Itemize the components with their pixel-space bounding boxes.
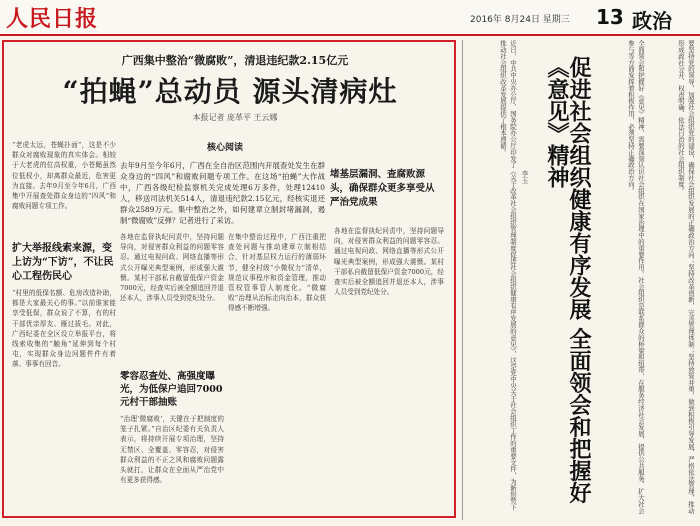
commentary-column-b: 全面领会和把握好《意见》精神，需要深刻认识社会组织在国家治理中的重要作用。社会组织是联系群众的桥梁和纽带，在服务经济社会发展、提供公共服务、扩大社会参与等方面发挥着积极作用，必须坚持正确政治方向。 [627, 40, 645, 514]
article-headline: “拍蝇”总动员 源头清病灶 [62, 75, 398, 108]
page-number: 13 [596, 5, 624, 29]
core-reading-text: 去年9月至今年6月，广西在全自治区范围内开展查处发生在群众身边的“四风”和腐败问题专项工作。在这场“拍蝇”大作战中，广西各级纪检监察机关完成处理6万多件，处理12410人，移送司法机关514人，清退违纪款2.15亿元，经核实退还群众2589万元。集中整治之外，如何建章立制封堵漏洞，遏制“微腐败”反弹？记者进行了采访。 [120, 161, 325, 225]
subheading-2: 零容忍查处、高强度曝光，为低保户追回7000元村干部抽账 [120, 371, 223, 408]
newspaper-logo: 人民日报 [6, 6, 99, 32]
article-column-1: “村里的低保名额、危房改造补助，都是大家最关心的事。”以前谁家能享受低保，群众说了不算，有的村干部优亲厚友、雁过拔毛。对此，广西纪委在全区设立举报平台，将线索收集的“触角”延伸到每个村屯，实现群众身边问题件件有着落、事事有回音。 [12, 289, 116, 369]
commentary-column-a: 近日，中共中央办公厅、国务院办公厅印发了《关于改革社会组织管理制度促进社会组织健康有序发展的意见》，这是党中央关于社会组织工作的重要文件，为新形势下推动社会组织改革发展提供了根本遵循。 [499, 40, 517, 511]
article-kicker: 广西集中整治“微腐败”，清退违纪款2.15亿元 [121, 54, 349, 67]
article-byline: 本报记者 庞革平 王云娜 [192, 113, 278, 122]
commentary-author: 李玉 [521, 170, 529, 184]
section-title: 政治 [632, 9, 672, 33]
commentary-column-c: 要坚持党的领导，加强社会组织党的建设，确保社会组织发展的正确政治方向；坚持改革创新，完善管理体制；坚持放管并重，做到积极引导发展、严格依法管理，推动形成政社分开、权责明确、依法自治的社会组织制度。 [677, 40, 695, 514]
article-column-2: 各地在监督执纪问责中，坚持问题导向，对侵害群众利益的问题零容忍。通过电视问政、网络直播等形式公开曝光典型案例，形成强大震慑。某村干部私自截留低保户资金7000元，经查实后被全额追回并退还本人，涉事人员受到党纪处分。 [120, 233, 224, 303]
sidebar-heading: 堵基层漏洞、查腐败源头，确保群众更多享受从严治党成果 [330, 169, 435, 208]
article-column-2b: “治理‘微腐败’，关键在于把制度的笼子扎紧。”自治区纪委有关负责人表示，将持续开展专项治理，坚持无禁区、全覆盖、零容忍，对侵害群众利益的不正之风和腐败问题露头就打，让群众在全面从严治党中有更多获得感。 [120, 415, 224, 485]
article-column-4: 各地在监督执纪问责中，坚持问题导向，对侵害群众利益的问题零容忍。通过电视问政、网络直播等形式公开曝光典型案例，形成强大震慑。某村干部私自截留低保户资金7000元，经查实后被全额追回并退还本人，涉事人员受到党纪处分。 [334, 227, 444, 297]
column-divider [462, 40, 463, 520]
masthead [0, 0, 700, 36]
subheading-1: 扩大举报线索来源，变上访为“下访”，不让民心工程伤民心 [12, 243, 114, 282]
article-lead: “老虎太远，苍蝇扑面”，这是不少群众对腐败现象的真实体会。相较于大老虎的位高权重，小苍蝇虽然位低权小，却离群众最近，危害更为直接。去年9月至今年6月，广西集中开展查处群众身边的“四风”和腐败问题专项工作。 [12, 141, 116, 211]
core-reading-heading: 核心阅读 [206, 143, 243, 153]
article-column-3: 在集中整治过程中，广西注重把查处问题与推动建章立制相结合，针对基层权力运行的薄弱环节，健全村级“小微权力”清单，规范议事程序和资金管理，推动管权管事管人制度化。“微腐败”治理从治标走向治本，群众获得感不断增强。 [228, 233, 326, 313]
commentary-headline: 促进社会组织健康有序发展 全面领会和把握好《意见》精神 [544, 56, 592, 504]
issue-date: 2016年 8月24日 星期三 [470, 15, 570, 25]
